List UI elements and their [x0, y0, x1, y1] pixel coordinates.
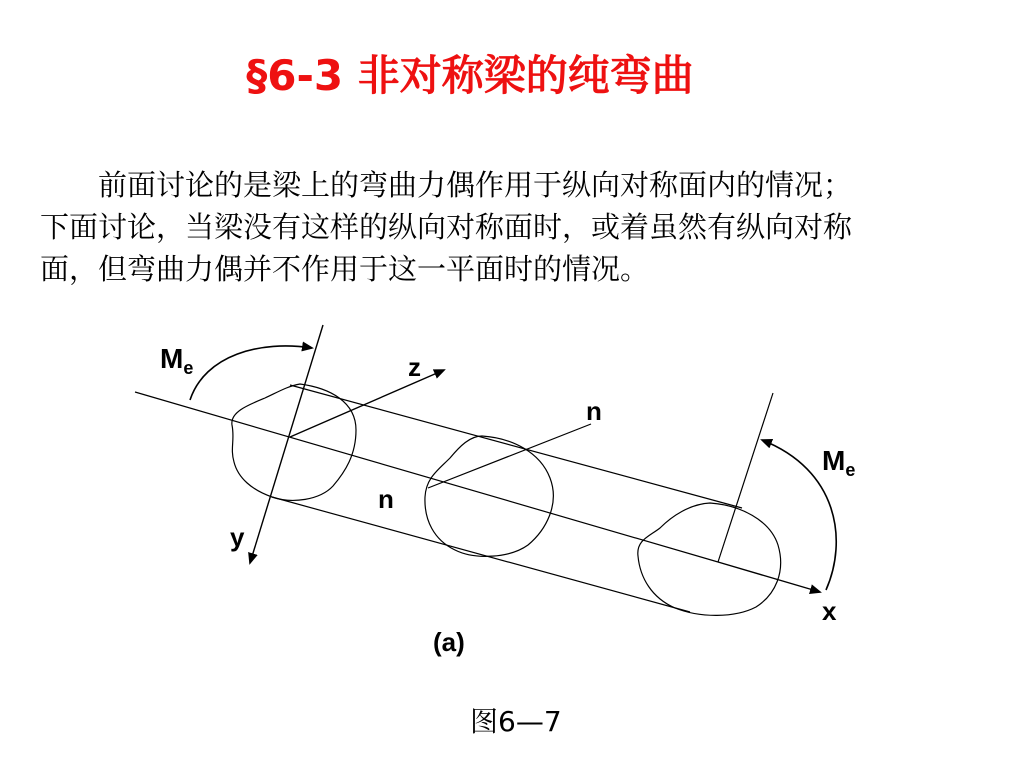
moment-label-left: $M_e$ [160, 343, 194, 378]
figure-caption: 图6—7 [470, 705, 562, 738]
neutral-label-top: n [586, 396, 602, 426]
paragraph-line-1: 前面讨论的是梁上的弯曲力偶作用于纵向对称面内的情况； [98, 168, 853, 202]
right-moment-plane-line [718, 393, 773, 562]
beam-bottom-edge [272, 497, 690, 612]
moment-label-right: $M_e$ [822, 445, 856, 480]
page-title: §6-3 非对称梁的纯弯曲 [246, 51, 694, 100]
neutral-label-bottom: n [378, 484, 394, 514]
cross-section-left [232, 384, 356, 500]
paragraph-line-3: 面，但弯曲力偶并不作用于这一平面时的情况。 [40, 252, 650, 286]
paragraph-line-2: 下面讨论，当梁没有这样的纵向对称面时，或着虽然有纵向对称 [40, 210, 853, 244]
axis-label-y: y [230, 522, 245, 552]
moment-arrow-left [190, 346, 312, 400]
axis-label-z: z [408, 352, 421, 382]
x-axis-line [718, 562, 820, 592]
figure-sublabel: (a) [433, 627, 465, 657]
beam-axis-line [135, 392, 718, 562]
beam-top-edge [290, 385, 742, 508]
axis-label-x: x [822, 596, 837, 626]
cross-section-middle [425, 436, 553, 556]
